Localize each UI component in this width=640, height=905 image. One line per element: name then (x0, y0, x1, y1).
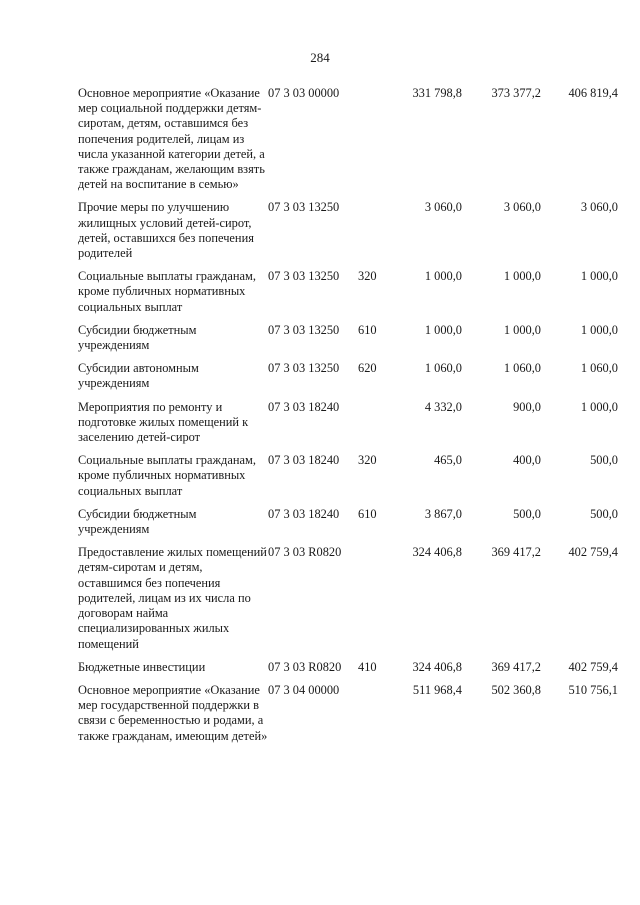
row-value-year3: 1 000,0 (580, 322, 618, 337)
row-expense-type (358, 400, 382, 454)
table-row (78, 683, 618, 752)
row-expense-type (358, 200, 382, 269)
row-value-year3: 1 000,0 (580, 269, 618, 284)
row-value-year3: 500,0 (590, 453, 618, 468)
table-row (78, 453, 618, 507)
row-value-year3: 1 000,0 (580, 399, 618, 414)
table-row (78, 660, 618, 683)
row-value-year2: 1 060,0 (503, 361, 541, 376)
table-row (78, 400, 618, 454)
row-expense-type: 410 (358, 659, 377, 674)
row-value-year2: 1 000,0 (503, 269, 541, 284)
row-value-year1: 1 000,0 (424, 322, 462, 337)
row-code: 07 3 03 00000 (268, 86, 340, 100)
row-code: 07 3 03 13250 (268, 269, 340, 284)
row-value-year2: 900,0 (513, 399, 541, 414)
row-expense-type (358, 683, 382, 752)
table-row (78, 361, 618, 399)
row-value-year1: 331 798,8 (412, 86, 462, 100)
row-code: 07 3 04 00000 (268, 682, 340, 697)
row-name: Субсидии бюджетным учреждениям (78, 322, 197, 353)
row-value-year1: 465,0 (434, 453, 462, 468)
row-value-year2: 1 000,0 (503, 322, 541, 337)
row-value-year2: 3 060,0 (503, 200, 541, 215)
row-expense-type: 320 (358, 269, 377, 284)
table-row (78, 200, 618, 269)
row-value-year3: 402 759,4 (568, 659, 618, 674)
row-code: 07 3 03 R0820 (268, 659, 342, 674)
page-number: 284 (310, 50, 330, 65)
row-value-year1: 324 406,8 (412, 659, 462, 674)
row-name: Субсидии бюджетным учреждениям (78, 506, 197, 537)
table-row (78, 86, 618, 200)
row-value-year3: 402 759,4 (568, 545, 618, 560)
row-value-year3: 500,0 (590, 506, 618, 521)
row-name: Бюджетные инвестиции (78, 659, 206, 674)
row-code: 07 3 03 13250 (268, 361, 340, 376)
row-value-year2: 369 417,2 (491, 659, 541, 674)
row-value-year1: 3 060,0 (424, 200, 462, 215)
row-expense-type (358, 86, 382, 200)
row-expense-type: 610 (358, 506, 377, 521)
row-expense-type: 610 (358, 322, 377, 337)
row-code: 07 3 03 18240 (268, 453, 340, 468)
row-code: 07 3 03 13250 (268, 322, 340, 337)
row-name: Социальные выплаты гражданам, кроме публичных нормативных социальных выплат (78, 453, 256, 498)
row-value-year1: 1 060,0 (424, 361, 462, 376)
row-expense-type (358, 545, 382, 659)
row-value-year1: 3 867,0 (424, 506, 462, 521)
row-value-year2: 500,0 (513, 506, 541, 521)
row-value-year2: 502 360,8 (491, 682, 541, 697)
table-row (78, 507, 618, 545)
budget-table (78, 86, 618, 752)
row-code: 07 3 03 13250 (268, 200, 340, 215)
row-value-year1: 4 332,0 (424, 399, 462, 414)
row-value-year2: 369 417,2 (491, 545, 541, 560)
row-value-year1: 324 406,8 (412, 545, 462, 560)
row-value-year1: 511 968,4 (412, 682, 462, 697)
row-name: Предоставление жилых помещений детям-сиротам и детям, оставшимся без попечения родителей, лицам из их числа по договорам найма специализированных жилых помещений (78, 545, 267, 651)
row-value-year3: 3 060,0 (580, 200, 618, 215)
row-name: Субсидии автономным учреждениям (78, 361, 199, 391)
row-value-year1: 1 000,0 (424, 269, 462, 284)
row-value-year2: 400,0 (513, 453, 541, 468)
row-expense-type: 320 (358, 453, 377, 468)
row-code: 07 3 03 R0820 (268, 545, 342, 560)
row-expense-type: 620 (358, 361, 377, 376)
row-name: Социальные выплаты гражданам, кроме публичных нормативных социальных выплат (78, 269, 256, 314)
row-value-year3: 1 060,0 (580, 361, 618, 376)
row-name: Мероприятия по ремонту и подготовке жилых помещений к заселению детей-сирот (78, 399, 249, 445)
row-code: 07 3 03 18240 (268, 399, 340, 414)
table-row (78, 323, 618, 361)
row-value-year3: 406 819,4 (568, 86, 618, 100)
row-code: 07 3 03 18240 (268, 506, 340, 521)
row-name: Прочие меры по улучшению жилищных условий детей-сирот, детей, оставшихся без попечения родителей (78, 200, 254, 261)
table-row (78, 269, 618, 323)
table-row (78, 545, 618, 659)
row-name: Основное мероприятие «Оказание мер государственной поддержки в связи с беременностью и родами, а также гражданам, имеющим детей» (78, 682, 268, 743)
row-name: Основное мероприятие «Оказание мер социальной поддержки детям-сиротам, детям, оставшимся без попечения родителей, лицам из числа указанной категории детей, а также гражданам, желающим взять детей на воспитание в семью» (78, 86, 265, 192)
row-value-year2: 373 377,2 (491, 86, 541, 100)
row-value-year3: 510 756,1 (568, 682, 618, 697)
budget-table-body (78, 86, 618, 752)
